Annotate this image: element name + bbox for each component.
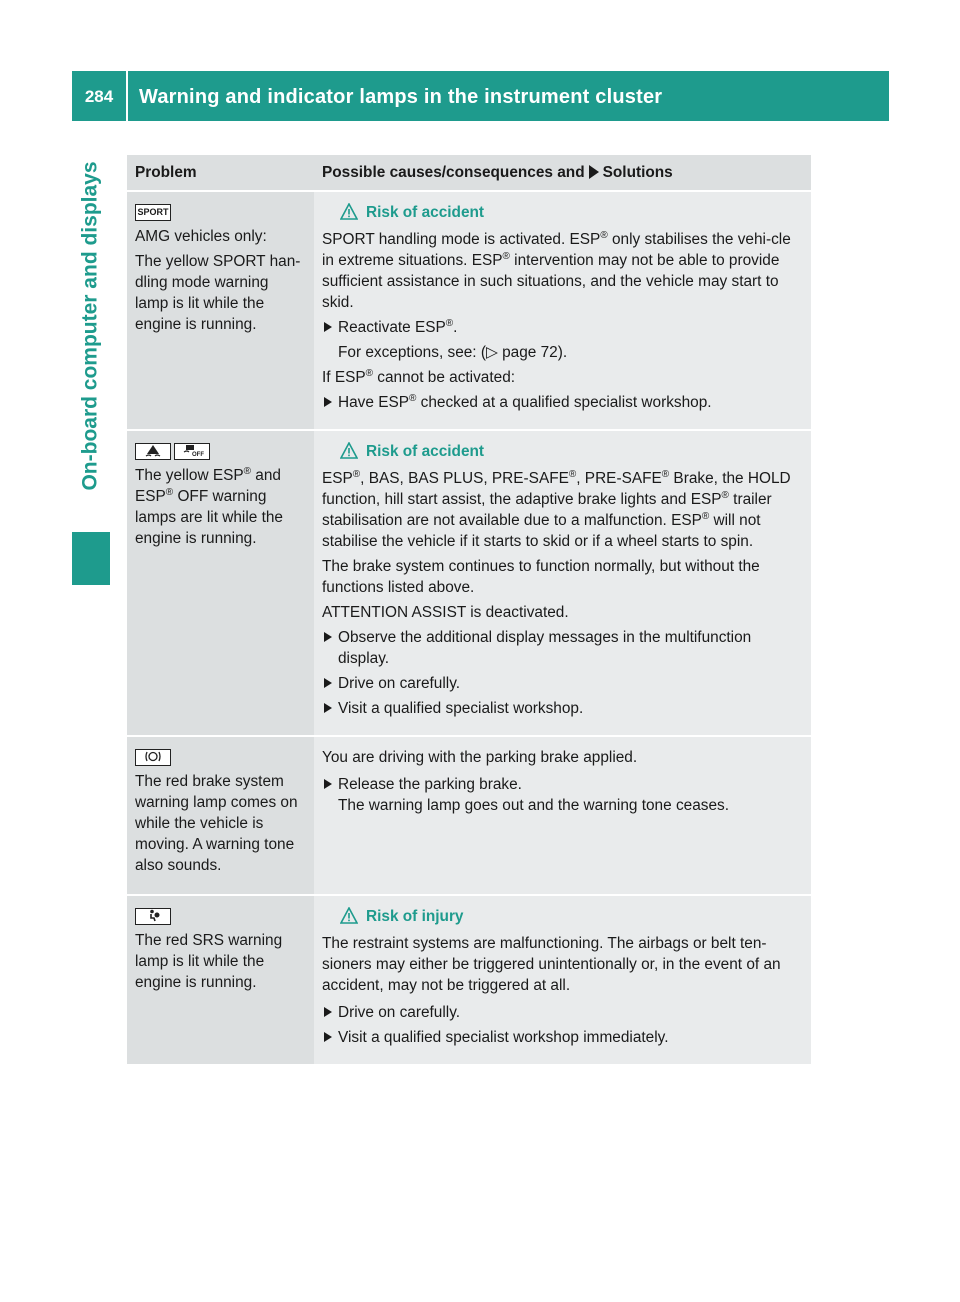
warning-triangle-icon xyxy=(340,907,358,924)
problem-text: The yellow SPORT han-dling mode warning lamp is lit while the engine is running. xyxy=(135,253,301,333)
problem-text: The yellow ESP® and ESP® OFF warning lamps are lit while the engine is running. xyxy=(135,465,283,547)
section-tab-marker xyxy=(72,532,110,585)
header-divider xyxy=(126,71,128,121)
action-step: Visit a qualified specialist workshop. xyxy=(322,698,803,719)
column-header-problem: Problem xyxy=(127,155,314,191)
warning-heading: Risk of accident xyxy=(340,441,803,462)
problem-cell xyxy=(127,736,314,895)
page-number: 284 xyxy=(84,87,114,106)
sport-icon: SPORT xyxy=(135,204,171,221)
problem-text: The red brake system warning lamp comes on while the vehicle is moving. A warning tone also sounds. xyxy=(135,773,298,874)
problem-cell xyxy=(127,430,314,736)
solution-text: The restraint systems are malfunctioning. The airbags or belt ten-sioners may either be triggered unintentionally or, in the event of an accident, may not be triggered at all. xyxy=(322,935,781,994)
action-step: Drive on carefully. xyxy=(322,1002,803,1023)
solution-text: If ESP® cannot be activated: xyxy=(322,367,516,386)
warning-triangle-icon xyxy=(340,203,358,220)
step-result: The warning lamp goes out and the warning tone ceases. xyxy=(338,797,729,814)
action-step: Drive on carefully. xyxy=(322,673,803,694)
action-step: Have ESP® checked at a qualified specialist workshop. xyxy=(322,392,803,413)
table-row xyxy=(127,430,811,736)
brake-warning-icon xyxy=(135,749,171,766)
solution-text: ATTENTION ASSIST is deactivated. xyxy=(322,604,569,621)
svg-text:OFF: OFF xyxy=(192,452,204,458)
section-tab xyxy=(72,121,110,531)
solution-cell xyxy=(314,430,811,736)
solution-cell xyxy=(314,191,811,430)
action-step: Observe the additional display messages in the multifunction display. xyxy=(322,627,803,669)
action-step: Visit a qualified specialist workshop immediately. xyxy=(322,1027,803,1048)
action-step: Release the parking brake. xyxy=(322,774,803,795)
solution-text: ESP®, BAS, BAS PLUS, PRE-SAFE®, PRE-SAFE® Brake, the HOLD function, hill start assist, the adaptive brake lights and ESP® trailer stabilisation are not available due to a malfunction. ESP® will not stabilise the vehicle if it starts to skid or if a wheel starts to spin. xyxy=(322,468,791,550)
arrow-icon xyxy=(589,165,599,179)
table-row xyxy=(127,736,811,895)
warning-lamp-table xyxy=(127,155,811,1066)
table-row xyxy=(127,191,811,430)
table-header-row xyxy=(127,155,811,191)
section-tab-label: On-board computer and displays xyxy=(79,161,102,491)
warning-triangle-icon xyxy=(340,442,358,459)
solution-text: SPORT handling mode is activated. ESP® only stabilises the vehi-cle in extreme situations. ESP® intervention may not be able to provide sufficient assistance in such situations, and the vehicle may start to skid. xyxy=(322,229,791,311)
page-reference[interactable]: For exceptions, see: (▷ page 72). xyxy=(338,344,568,361)
page-title: Warning and indicator lamps in the instrument cluster xyxy=(139,86,663,108)
problem-text: AMG vehicles only: xyxy=(135,228,267,245)
esp-warning-icon xyxy=(135,443,171,460)
action-step: Reactivate ESP®. xyxy=(322,317,803,338)
esp-off-icon xyxy=(174,443,210,460)
problem-cell xyxy=(127,895,314,1065)
table-row xyxy=(127,895,811,1065)
solution-cell xyxy=(314,895,811,1065)
solution-text: The brake system continues to function normally, but without the functions listed above. xyxy=(322,558,760,596)
problem-text: The red SRS warning lamp is lit while the engine is running. xyxy=(135,932,283,991)
warning-heading: Risk of accident xyxy=(340,202,803,223)
warning-heading: Risk of injury xyxy=(340,906,803,927)
srs-warning-icon xyxy=(135,908,171,925)
column-header-solutions: Possible causes/consequences and Solutions xyxy=(314,155,811,191)
solution-text: You are driving with the parking brake applied. xyxy=(322,749,638,766)
problem-cell xyxy=(127,191,314,430)
solution-cell xyxy=(314,736,811,895)
